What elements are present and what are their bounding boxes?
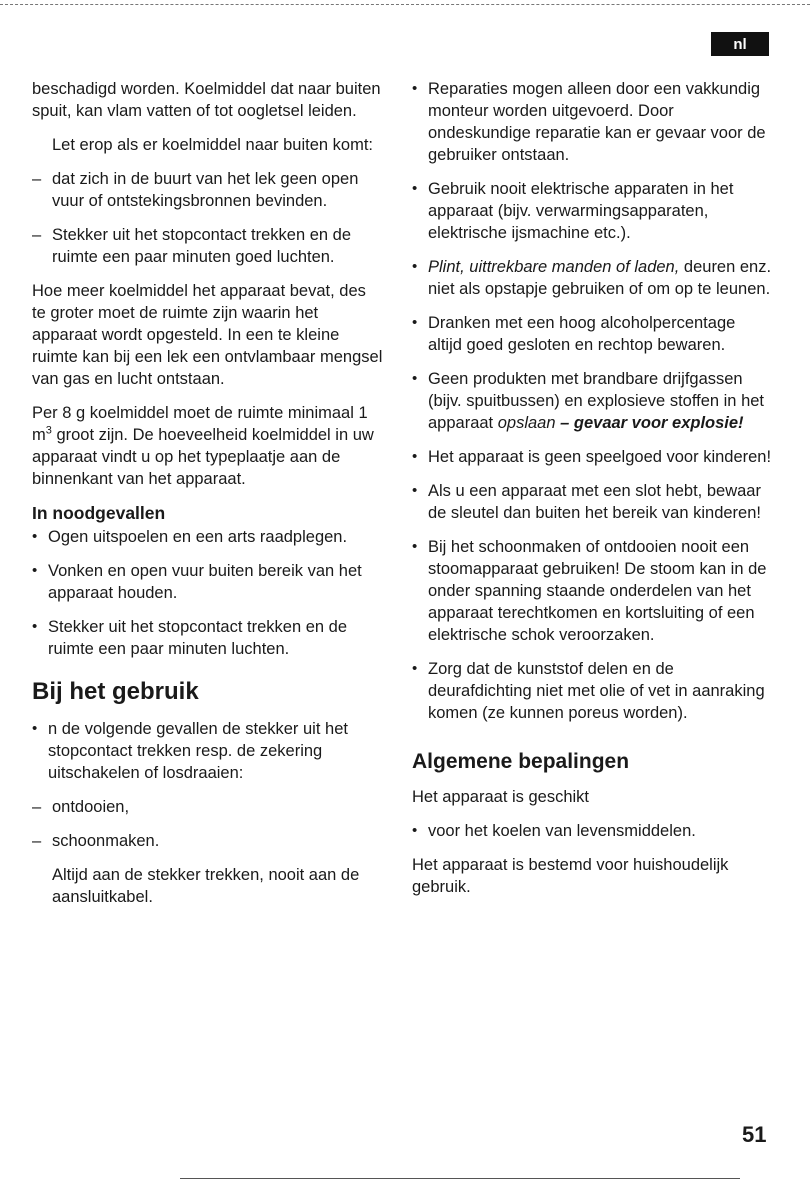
paragraph: beschadigd worden. Koelmiddel dat naar buiten spuit, kan vlam vatten of tot oogletsel leiden. bbox=[32, 80, 381, 120]
bullet-item: • Vonken en open vuur buiten bereik van het apparaat houden. bbox=[32, 560, 384, 604]
language-badge: nl bbox=[711, 32, 769, 56]
page-number: 51 bbox=[742, 1122, 767, 1147]
section-heading-noodgevallen: In noodgevallen bbox=[32, 503, 166, 523]
section-heading-bij-het-gebruik: Bij het gebruik bbox=[32, 678, 199, 705]
paragraph: Hoe meer koelmiddel het apparaat bevat, des te groter moet de ruimte zijn waarin het apparaat wordt opgesteld. In een te kleine ruimte kan bij een lek een ontvlambaar mengsel van gas en lucht ontstaan. bbox=[32, 282, 383, 388]
top-rule bbox=[0, 4, 810, 5]
bottom-rule bbox=[180, 1178, 740, 1179]
section-heading-algemene-bepalingen: Algemene bepalingen bbox=[412, 750, 630, 773]
bullet-item: • Plint, uittrekbare manden of laden, deuren enz. niet als opstapje gebruiken of om op te leunen. bbox=[412, 256, 772, 300]
bullet-item: • Dranken met een hoog alcoholpercentage altijd goed gesloten en rechtop bewaren. bbox=[412, 312, 772, 356]
bullet-item: • Ogen uitspoelen en een arts raadplegen. bbox=[32, 526, 384, 548]
bullet-item: • Als u een apparaat met een slot hebt, bewaar de sleutel dan buiten het bereik van kinderen! bbox=[412, 480, 772, 524]
bullet-item: • Zorg dat de kunststof delen en de deurafdichting niet met olie of vet in aanraking komen (ze kunnen poreus worden). bbox=[412, 658, 772, 724]
dash-item: – dat zich in de buurt van het lek geen open vuur of ontstekingsbronnen bevinden. bbox=[32, 168, 384, 212]
paragraph: Het apparaat is geschikt bbox=[412, 788, 590, 806]
paragraph: Altijd aan de stekker trekken, nooit aan de aansluitkabel. bbox=[52, 866, 360, 906]
bullet-item: • Het apparaat is geen speelgoed voor kinderen! bbox=[412, 446, 772, 468]
bullet-item: • Stekker uit het stopcontact trekken en de ruimte een paar minuten luchten. bbox=[32, 616, 384, 660]
bullet-item: • Bij het schoonmaken of ontdooien nooit een stoomapparaat gebruiken! De stoom kan in de onder spanning staande onderdelen van het apparaat terechtkomen en kortsluiting of een elektrische schok veroorzaken. bbox=[412, 536, 772, 646]
bullet-item: • Reparaties mogen alleen door een vakkundig monteur worden uitgevoerd. Door ondeskundige reparatie kan er gevaar voor de gebruiker ontstaan. bbox=[412, 78, 772, 166]
right-column bbox=[412, 78, 772, 910]
dash-item: – Stekker uit het stopcontact trekken en de ruimte een paar minuten goed luchten. bbox=[32, 224, 384, 268]
bullet-item: • Geen produkten met brandbare drijfgassen (bijv. spuitbussen) en explosieve stoffen in het apparaat opslaan – gevaar voor explosie! bbox=[412, 368, 772, 434]
bullet-item: • Gebruik nooit elektrische apparaten in het apparaat (bijv. verwarmingsapparaten, elektrische ijsmachine etc.). bbox=[412, 178, 772, 244]
paragraph: Het apparaat is bestemd voor huishoudelijk gebruik. bbox=[412, 856, 729, 896]
bullet-item: • n de volgende gevallen de stekker uit het stopcontact trekken resp. de zekering uitschakelen of losdraaien: bbox=[32, 718, 384, 784]
paragraph: Per 8 g koelmiddel moet de ruimte minimaal 1 $m^3$ groot zijn. De hoeveelheid koelmiddel in uw apparaat vindt u op het typeplaatje aan de binnenkant van het apparaat. bbox=[32, 404, 374, 488]
paragraph: Let erop als er koelmiddel naar buiten komt: bbox=[52, 136, 374, 154]
left-column bbox=[32, 78, 384, 920]
dash-item: – schoonmaken. bbox=[32, 830, 384, 852]
bullet-item: • voor het koelen van levensmiddelen. bbox=[412, 820, 772, 842]
dash-item: – ontdooien, bbox=[32, 796, 384, 818]
